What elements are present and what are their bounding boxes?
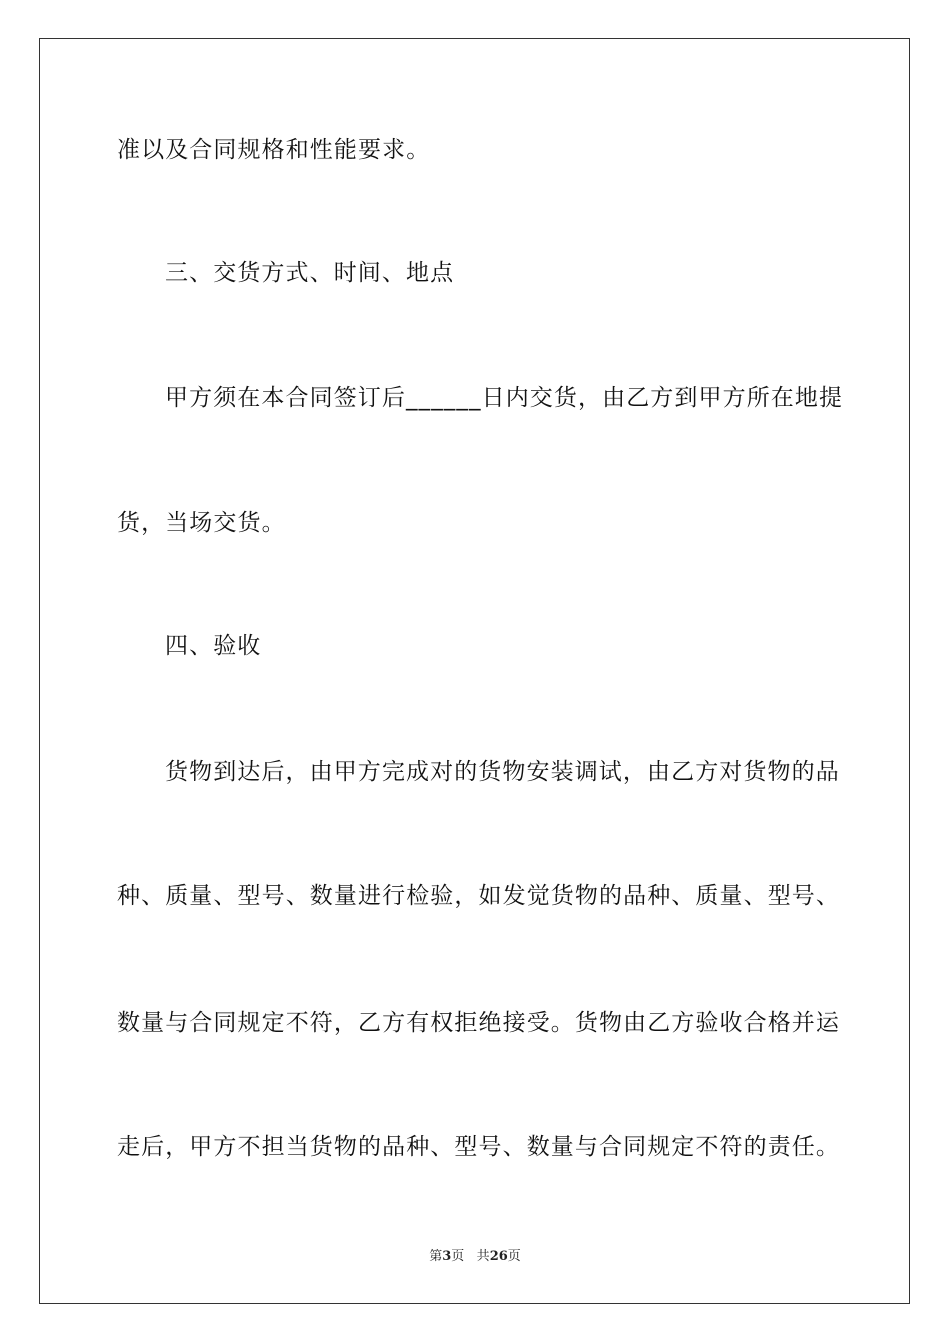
footer-total-pages: 26 bbox=[489, 1249, 508, 1264]
footer-page-suffix: 页 bbox=[451, 1249, 465, 1264]
body-line: 准以及合同规格和性能要求。 bbox=[117, 137, 431, 163]
body-line: 数量与合同规定不符，乙方有权拒绝接受。货物由乙方验收合格并运 bbox=[117, 1010, 840, 1036]
footer-page-prefix: 第 bbox=[429, 1249, 443, 1264]
section-heading-delivery: 三、交货方式、时间、地点 bbox=[165, 260, 455, 286]
body-line: 甲方须在本合同签订后______日内交货，由乙方到甲方所在地提 bbox=[165, 385, 844, 411]
footer-page-number: 3 bbox=[442, 1249, 452, 1264]
body-line: 种、质量、型号、数量进行检验，如发觉货物的品种、质量、型号、 bbox=[117, 883, 840, 909]
body-line: 货，当场交货。 bbox=[117, 510, 286, 536]
footer-total-suffix: 页 bbox=[507, 1249, 521, 1264]
page-footer bbox=[0, 1248, 950, 1266]
section-heading-acceptance: 四、验收 bbox=[165, 633, 262, 659]
footer-total-prefix: 共 bbox=[476, 1249, 490, 1264]
page-frame bbox=[39, 38, 910, 1304]
body-line: 走后，甲方不担当货物的品种、型号、数量与合同规定不符的责任。 bbox=[117, 1134, 840, 1160]
body-line: 货物到达后，由甲方完成对的货物安装调试，由乙方对货物的品 bbox=[165, 759, 840, 785]
